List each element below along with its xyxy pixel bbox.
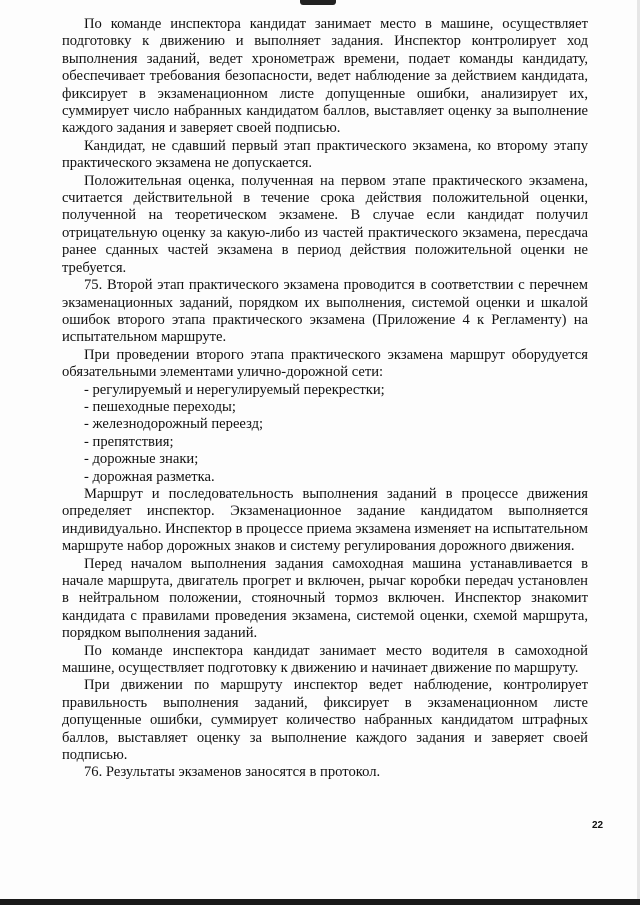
- paragraph-item-76: 76. Результаты экзаменов заносятся в протокол.: [84, 764, 381, 781]
- scan-edge-bottom: [0, 899, 640, 905]
- paragraph-route-elements: При проведении второго этапа практического экзамена маршрут оборудуется обязательными элементами улично-дорожной сети:: [62, 346, 588, 381]
- paragraph-route-monitoring: При движении по маршруту инспектор ведет наблюдение, контролирует правильность выполнения заданий, фиксирует в экзаменационном листе допущенные ошибки, суммирует количество набранных кандидатом штрафных баллов, выставляет оценку за выполнение каждого задания и заверяет своей подписью.: [62, 677, 588, 764]
- paragraph-driver-seat: По команде инспектора кандидат занимает место водителя в самоходной машине, осуществляет подготовку к движению и начинает движение по маршруту.: [62, 642, 588, 677]
- paragraph-inspector-commands: По команде инспектора кандидат занимает место в машине, осуществляет подготовку к движению и выполняет задания. Инспектор контролирует ход выполнения заданий, ведет хронометраж времени, подает команды кандидату, обеспечивает требования безопасности, ведет наблюдение за действием кандидата, фиксирует в экзаменационном листе допущенные ошибки, анализирует их, суммирует число набранных кандидатом баллов, выставляет оценку за выполнение каждого задания и заверяет своей подписью.: [62, 16, 588, 137]
- page-number: 22: [592, 820, 604, 831]
- list-item: - железнодорожный переезд;: [84, 416, 264, 433]
- scan-artifact-top: [300, 0, 336, 5]
- paragraph-item-75: 75. Второй этап практического экзамена проводится в соответствии с перечнем экзаменационных заданий, порядком их выполнения, системой оценки и шкалой ошибок второго этапа практического экзамена (Приложение 4 к Регламенту) на испытательном маршруте.: [62, 277, 588, 346]
- list-item: - пешеходные переходы;: [84, 398, 236, 415]
- list-item: - регулируемый и нерегулируемый перекрестки;: [84, 381, 385, 398]
- document-body: [62, 16, 588, 782]
- paragraph-route-sequence: Маршрут и последовательность выполнения заданий в процессе движения определяет инспектор. Экзаменационное задание кандидатом выполняется индивидуально. Инспектор в процессе приема экзамена изменяет на испытательном маршруте набор дорожных знаков и систему регулирования дорожного движения.: [62, 485, 588, 555]
- paragraph-before-start: Перед началом выполнения задания самоходная машина устанавливается в начале маршрута, двигатель прогрет и включен, рычаг коробки передач установлен в нейтральном положении, стояночный тормоз включен. Инспектор знакомит кандидата с правилами проведения экзамена, системой оценки, схемой маршрута, порядком выполнения заданий.: [62, 555, 588, 642]
- list-item: - дорожные знаки;: [84, 451, 199, 468]
- paragraph-positive-grade: Положительная оценка, полученная на первом этапе практического экзамена, считается действительной в течение срока действия положительной оценки, полученной на теоретическом экзамене. В случае если кандидат получил отрицательную оценку за какую-либо из частей практического экзамена, пересдача ранее сданных частей экзамена в период действия положительной оценки не требуется.: [62, 172, 588, 276]
- paragraph-first-stage-fail: Кандидат, не сдавший первый этап практического экзамена, ко второму этапу практического экзамена не допускается.: [62, 137, 588, 172]
- list-item: - дорожная разметка.: [84, 468, 215, 485]
- list-item: - препятствия;: [84, 433, 174, 450]
